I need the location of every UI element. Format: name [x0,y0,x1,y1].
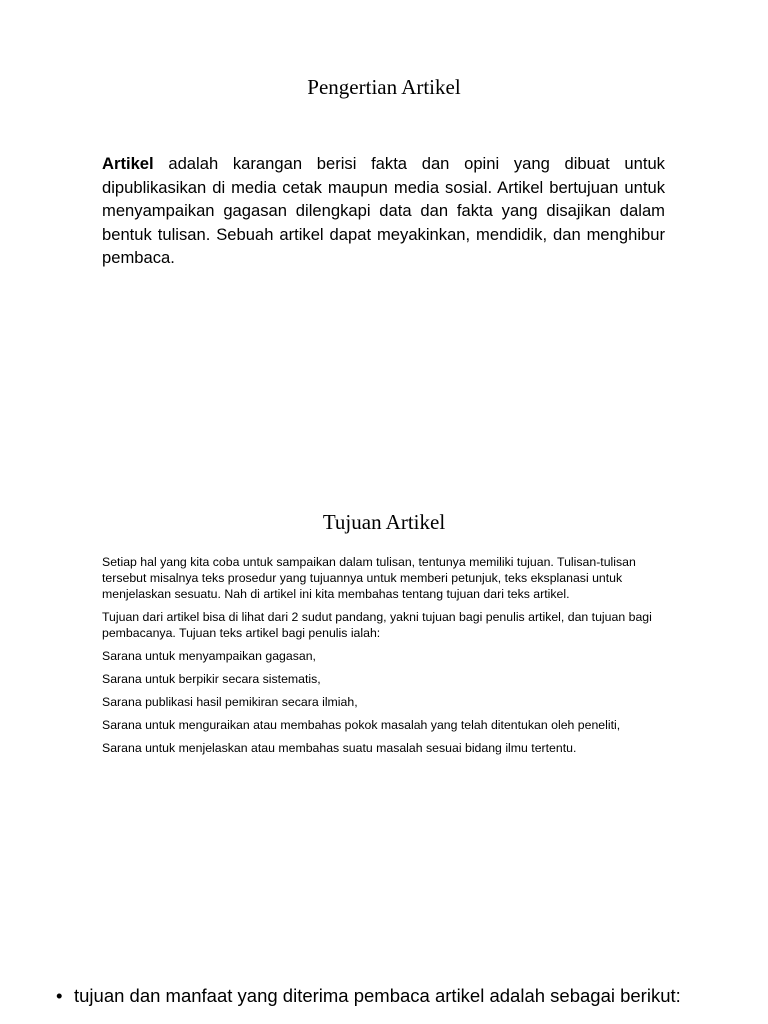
bullet-icon: • [56,985,63,1006]
definition-lead-word: Artikel [102,154,154,173]
section-title-tujuan: Tujuan Artikel [322,510,446,534]
purpose-list-item: Sarana untuk berpikir secara sistematis, [102,672,321,686]
reader-benefits-bullet [56,984,756,1007]
definition-paragraph [102,152,665,270]
bullet-text: tujuan dan manfaat yang diterima pembaca artikel adalah sebagai berikut: [74,985,681,1006]
purpose-list-item: Sarana publikasi hasil pemikiran secara ilmiah, [102,695,358,709]
purpose-list-item: Sarana untuk menguraikan atau membahas pokok masalah yang telah ditentukan oleh peneliti, [102,718,621,732]
purpose-text-block [102,554,668,763]
purpose-paragraph: Tujuan dari artikel bisa di lihat dari 2 sudut pandang, yakni tujuan bagi penulis artikel, dan tujuan bagi pembacanya. Tujuan teks artikel bagi penulis ialah: [102,610,652,640]
purpose-paragraph: Setiap hal yang kita coba untuk sampaikan dalam tulisan, tentunya memiliki tujuan. Tulisan-tulisan tersebut misalnya teks prosedur yang tujuannya untuk memberi petunjuk, teks eksplanasi untuk menjelaskan sesuatu. Nah di artikel ini kita membahas tentang tujuan dari teks artikel. [102,555,636,601]
purpose-list-item: Sarana untuk menyampaikan gagasan, [102,649,316,663]
definition-text: adalah karangan berisi fakta dan opini yang dibuat untuk dipublikasikan di media cetak maupun media sosial. Artikel bertujuan untuk menyampaikan gagasan dilengkapi data dan fakta yang disajikan dalam bentuk tulisan. Sebuah artikel dapat meyakinkan, mendidik, dan menghibur pembaca. [102,154,665,267]
section-title-pengertian: Pengertian Artikel [307,75,461,99]
purpose-list-item: Sarana untuk menjelaskan atau membahas suatu masalah sesuai bidang ilmu tertentu. [102,741,577,755]
